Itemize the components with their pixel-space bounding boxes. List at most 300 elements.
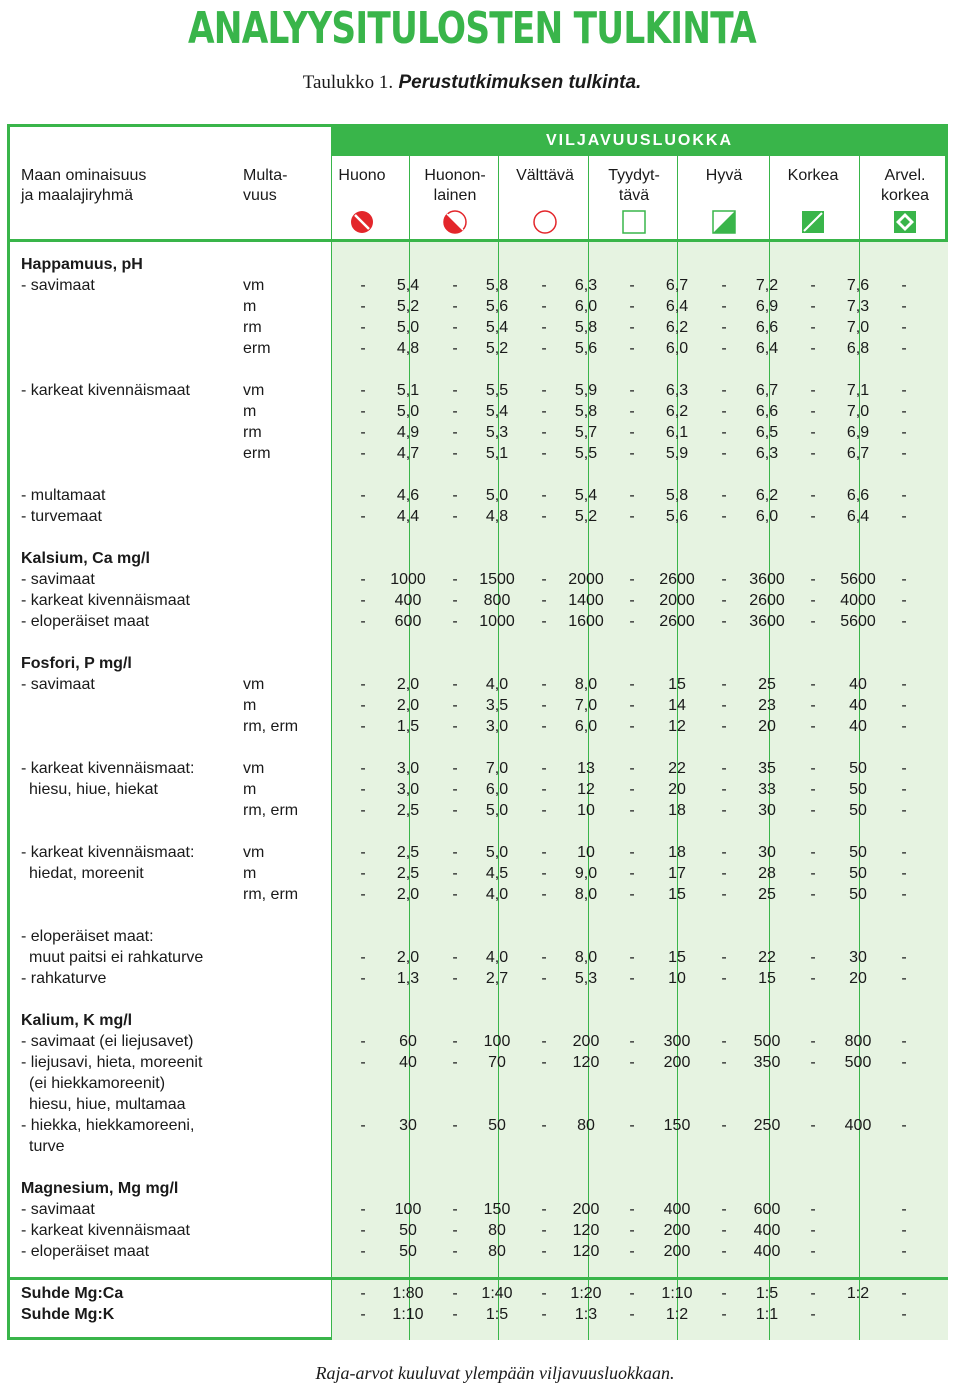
threshold-value: 7,1 (846, 382, 870, 399)
range-dash: - (810, 1033, 816, 1050)
range-dash: - (721, 508, 727, 525)
ratio-divider (7, 1277, 948, 1280)
threshold-value: 150 (663, 1117, 691, 1134)
range-dash: - (360, 676, 366, 693)
range-dash: - (452, 865, 458, 882)
range-dash: - (721, 760, 727, 777)
range-dash: - (360, 1285, 366, 1302)
threshold-value: 6,6 (755, 319, 779, 336)
threshold-value: 1:5 (485, 1306, 509, 1323)
range-dash: - (541, 1285, 547, 1302)
section-heading: Kalsium, Ca mg/l (21, 550, 150, 567)
range-dash: - (721, 697, 727, 714)
threshold-value: 7,0 (485, 760, 509, 777)
range-dash: - (810, 781, 816, 798)
threshold-value: 5,8 (574, 403, 598, 420)
threshold-value: 7,6 (846, 277, 870, 294)
threshold-value: 2,0 (396, 886, 420, 903)
range-dash: - (810, 508, 816, 525)
range-dash: - (901, 445, 907, 462)
range-dash: - (629, 487, 635, 504)
range-dash: - (629, 319, 635, 336)
spacer-row (0, 359, 960, 380)
spacer-row (0, 527, 960, 548)
row-label: - savimaat (21, 676, 95, 693)
table-row (0, 296, 960, 317)
threshold-value: 5,1 (485, 445, 509, 462)
range-dash: - (721, 1243, 727, 1260)
range-dash: - (901, 886, 907, 903)
threshold-value: 23 (758, 697, 776, 714)
threshold-value: 1:40 (481, 1285, 513, 1302)
range-dash: - (901, 676, 907, 693)
threshold-value: 1600 (568, 613, 604, 630)
range-dash: - (901, 382, 907, 399)
threshold-value: 6,2 (755, 487, 779, 504)
range-dash: - (360, 424, 366, 441)
threshold-value: 50 (849, 802, 867, 819)
table-row (0, 506, 960, 527)
table-row (0, 275, 960, 296)
range-dash: - (629, 508, 635, 525)
range-dash: - (360, 1243, 366, 1260)
range-dash: - (360, 571, 366, 588)
threshold-value: 6,7 (846, 445, 870, 462)
threshold-value: 22 (758, 949, 776, 966)
range-dash: - (810, 1054, 816, 1071)
threshold-value: 50 (849, 886, 867, 903)
range-dash: - (721, 277, 727, 294)
table-row (0, 968, 960, 989)
row-label: - savimaat (21, 277, 95, 294)
threshold-value: 3,0 (396, 781, 420, 798)
table-row (0, 1094, 960, 1115)
range-dash: - (901, 1054, 907, 1071)
threshold-value: 2,7 (485, 970, 509, 987)
threshold-value: 10 (577, 844, 595, 861)
range-dash: - (541, 760, 547, 777)
range-dash: - (360, 865, 366, 882)
range-dash: - (360, 718, 366, 735)
threshold-value: 7,0 (846, 403, 870, 420)
threshold-value: 2,0 (396, 676, 420, 693)
range-dash: - (810, 844, 816, 861)
red-circle-slash-icon (350, 210, 374, 234)
threshold-value: 800 (483, 592, 511, 609)
range-dash: - (541, 298, 547, 315)
threshold-value: 1400 (568, 592, 604, 609)
range-dash: - (541, 340, 547, 357)
threshold-value: 200 (663, 1054, 691, 1071)
row-label: muut paitsi ei rahkaturve (29, 949, 204, 966)
threshold-value: 17 (668, 865, 686, 882)
range-dash: - (629, 886, 635, 903)
threshold-value: 40 (849, 697, 867, 714)
range-dash: - (721, 1117, 727, 1134)
range-dash: - (452, 1285, 458, 1302)
spacer-row (0, 632, 960, 653)
threshold-value: 2000 (659, 592, 695, 609)
spacer-row (0, 821, 960, 842)
threshold-value: 4,9 (396, 424, 420, 441)
range-dash: - (360, 844, 366, 861)
range-dash: - (541, 445, 547, 462)
threshold-value: 120 (572, 1243, 600, 1260)
table-row (0, 926, 960, 947)
range-dash: - (360, 1117, 366, 1134)
range-dash: - (721, 487, 727, 504)
threshold-value: 200 (663, 1222, 691, 1239)
threshold-value: 7,2 (755, 277, 779, 294)
range-dash: - (629, 1222, 635, 1239)
range-dash: - (810, 676, 816, 693)
range-dash: - (541, 865, 547, 882)
table-row (0, 1304, 960, 1325)
row-label: - karkeat kivennäismaat (21, 592, 190, 609)
range-dash: - (629, 970, 635, 987)
range-dash: - (901, 592, 907, 609)
range-dash: - (629, 298, 635, 315)
section-heading: Kalium, K mg/l (21, 1012, 133, 1029)
range-dash: - (452, 970, 458, 987)
range-dash: - (541, 781, 547, 798)
section-heading: Happamuus, pH (21, 256, 143, 273)
threshold-value: 80 (577, 1117, 595, 1134)
threshold-value: 12 (577, 781, 595, 798)
range-dash: - (541, 886, 547, 903)
humus-class: m (243, 403, 257, 420)
range-dash: - (541, 592, 547, 609)
range-dash: - (452, 613, 458, 630)
range-dash: - (360, 970, 366, 987)
range-dash: - (629, 424, 635, 441)
row-label: - eloperäiset maat: (21, 928, 154, 945)
threshold-value: 6,0 (665, 340, 689, 357)
table-caption (0, 70, 944, 96)
range-dash: - (360, 1306, 366, 1323)
class-header-label: Korkea (787, 167, 839, 184)
range-dash: - (360, 277, 366, 294)
humus-class: rm, erm (243, 886, 299, 903)
threshold-value: 400 (753, 1222, 781, 1239)
range-dash: - (629, 1201, 635, 1218)
threshold-value: 1,5 (396, 718, 420, 735)
range-dash: - (901, 844, 907, 861)
threshold-value: 25 (758, 676, 776, 693)
range-dash: - (721, 613, 727, 630)
range-dash: - (721, 424, 727, 441)
range-dash: - (541, 970, 547, 987)
range-dash: - (629, 1285, 635, 1302)
spacer-row (0, 737, 960, 758)
threshold-value: 7,0 (574, 697, 598, 714)
threshold-value: 1:20 (570, 1285, 602, 1302)
class-header-label: Huonon- lainen (424, 167, 486, 204)
range-dash: - (541, 424, 547, 441)
threshold-value: 1,3 (396, 970, 420, 987)
range-dash: - (810, 382, 816, 399)
threshold-value: 1:2 (665, 1306, 689, 1323)
range-dash: - (629, 697, 635, 714)
range-dash: - (901, 277, 907, 294)
range-dash: - (901, 487, 907, 504)
range-dash: - (360, 1222, 366, 1239)
page-title: ANALYYSITULOSTEN TULKINTA (188, 3, 756, 54)
range-dash: - (360, 760, 366, 777)
threshold-value: 6,9 (755, 298, 779, 315)
threshold-value: 5,8 (665, 487, 689, 504)
range-dash: - (721, 1201, 727, 1218)
threshold-value: 15 (758, 970, 776, 987)
range-dash: - (901, 781, 907, 798)
threshold-value: 4,5 (485, 865, 509, 882)
threshold-value: 1:2 (846, 1285, 870, 1302)
threshold-value: 50 (399, 1222, 417, 1239)
threshold-value: 5,3 (574, 970, 598, 987)
range-dash: - (810, 970, 816, 987)
table-row (0, 863, 960, 884)
threshold-value: 4,0 (485, 676, 509, 693)
threshold-value: 6,0 (574, 298, 598, 315)
range-dash: - (629, 571, 635, 588)
range-dash: - (721, 718, 727, 735)
threshold-value: 800 (844, 1033, 872, 1050)
threshold-value: 70 (488, 1054, 506, 1071)
range-dash: - (452, 424, 458, 441)
threshold-value: 400 (844, 1117, 872, 1134)
table-row (0, 380, 960, 401)
range-dash: - (901, 340, 907, 357)
threshold-value: 5,5 (574, 445, 598, 462)
range-dash: - (629, 949, 635, 966)
table-row (0, 443, 960, 464)
range-dash: - (721, 676, 727, 693)
table-row (0, 422, 960, 443)
threshold-value: 5,9 (665, 445, 689, 462)
threshold-value: 33 (758, 781, 776, 798)
range-dash: - (541, 319, 547, 336)
threshold-value: 5,6 (665, 508, 689, 525)
range-dash: - (629, 1117, 635, 1134)
threshold-value: 4,8 (396, 340, 420, 357)
range-dash: - (452, 1201, 458, 1218)
range-dash: - (360, 319, 366, 336)
range-dash: - (721, 1054, 727, 1071)
range-dash: - (629, 1033, 635, 1050)
threshold-value: 9,0 (574, 865, 598, 882)
threshold-value: 50 (399, 1243, 417, 1260)
range-dash: - (452, 1222, 458, 1239)
row-label: - multamaat (21, 487, 106, 504)
threshold-value: 2600 (659, 613, 695, 630)
threshold-value: 7,3 (846, 298, 870, 315)
range-dash: - (901, 949, 907, 966)
threshold-value: 500 (844, 1054, 872, 1071)
threshold-value: 7,0 (846, 319, 870, 336)
row-label: - eloperäiset maat (21, 1243, 150, 1260)
range-dash: - (629, 1054, 635, 1071)
range-dash: - (901, 865, 907, 882)
row-label: - karkeat kivennäismaat: (21, 760, 195, 777)
table-row (0, 1115, 960, 1136)
threshold-value: 400 (394, 592, 422, 609)
row-label: - karkeat kivennäismaat (21, 382, 190, 399)
threshold-value: 30 (849, 949, 867, 966)
range-dash: - (721, 298, 727, 315)
threshold-value: 4,7 (396, 445, 420, 462)
threshold-value: 14 (668, 697, 686, 714)
threshold-value: 1000 (390, 571, 426, 588)
range-dash: - (360, 781, 366, 798)
range-dash: - (541, 487, 547, 504)
table-row (0, 674, 960, 695)
threshold-value: 400 (753, 1243, 781, 1260)
humus-class: rm (243, 424, 262, 441)
table-row (0, 653, 960, 674)
threshold-value: 5,0 (396, 403, 420, 420)
spacer-row (0, 464, 960, 485)
humus-class: rm, erm (243, 802, 299, 819)
range-dash: - (721, 802, 727, 819)
range-dash: - (452, 718, 458, 735)
row-label: - savimaat (21, 571, 95, 588)
threshold-value: 6,7 (665, 277, 689, 294)
threshold-value: 2600 (659, 571, 695, 588)
range-dash: - (360, 613, 366, 630)
range-dash: - (810, 340, 816, 357)
range-dash: - (721, 970, 727, 987)
humus-class: m (243, 865, 257, 882)
threshold-value: 15 (668, 949, 686, 966)
threshold-value: 120 (572, 1054, 600, 1071)
range-dash: - (360, 949, 366, 966)
range-dash: - (721, 886, 727, 903)
table-number: Taulukko 1. (302, 72, 394, 93)
range-dash: - (360, 382, 366, 399)
threshold-value: 8,0 (574, 676, 598, 693)
table-row (0, 1283, 960, 1304)
table-row (0, 1052, 960, 1073)
humus-class: erm (243, 340, 271, 357)
range-dash: - (901, 1285, 907, 1302)
range-dash: - (810, 760, 816, 777)
humus-class: m (243, 697, 257, 714)
class-header-label: Huono (338, 167, 386, 184)
table-row (0, 1178, 960, 1199)
green-square-diamond-icon (893, 210, 917, 234)
range-dash: - (810, 1222, 816, 1239)
threshold-value: 4000 (840, 592, 876, 609)
threshold-value: 6,6 (755, 403, 779, 420)
table-row (0, 317, 960, 338)
threshold-value: 6,3 (665, 382, 689, 399)
threshold-value: 10 (577, 802, 595, 819)
range-dash: - (360, 802, 366, 819)
range-dash: - (901, 802, 907, 819)
threshold-value: 6,0 (485, 781, 509, 798)
table-row (0, 758, 960, 779)
table-row (0, 779, 960, 800)
range-dash: - (810, 865, 816, 882)
range-dash: - (629, 340, 635, 357)
threshold-value: 5,4 (574, 487, 598, 504)
range-dash: - (901, 613, 907, 630)
humus-column-header: Multa- vuus (243, 167, 288, 204)
humus-class: vm (243, 676, 265, 693)
threshold-value: 5,8 (485, 277, 509, 294)
range-dash: - (452, 949, 458, 966)
threshold-value: 2,0 (396, 697, 420, 714)
threshold-value: 500 (753, 1033, 781, 1050)
range-dash: - (452, 676, 458, 693)
table-row (0, 401, 960, 422)
range-dash: - (901, 403, 907, 420)
table-row (0, 548, 960, 569)
threshold-value: 50 (488, 1117, 506, 1134)
range-dash: - (901, 1306, 907, 1323)
range-dash: - (452, 1117, 458, 1134)
threshold-value: 25 (758, 886, 776, 903)
threshold-value: 50 (849, 844, 867, 861)
range-dash: - (452, 886, 458, 903)
range-dash: - (901, 298, 907, 315)
threshold-value: 6,9 (846, 424, 870, 441)
range-dash: - (360, 487, 366, 504)
threshold-value: 50 (849, 865, 867, 882)
range-dash: - (901, 1222, 907, 1239)
range-dash: - (901, 1033, 907, 1050)
humus-class: erm (243, 445, 271, 462)
range-dash: - (452, 445, 458, 462)
range-dash: - (629, 802, 635, 819)
threshold-value: 4,4 (396, 508, 420, 525)
threshold-value: 5,2 (396, 298, 420, 315)
threshold-value: 4,6 (396, 487, 420, 504)
threshold-value: 5600 (840, 613, 876, 630)
range-dash: - (452, 487, 458, 504)
threshold-value: 5,2 (485, 340, 509, 357)
range-dash: - (810, 802, 816, 819)
range-dash: - (360, 592, 366, 609)
threshold-value: 28 (758, 865, 776, 882)
range-dash: - (901, 760, 907, 777)
range-dash: - (810, 886, 816, 903)
threshold-value: 5,0 (485, 487, 509, 504)
threshold-value: 6,3 (574, 277, 598, 294)
threshold-value: 5,2 (574, 508, 598, 525)
half-red-circle-icon (443, 210, 467, 234)
table-row (0, 1241, 960, 1262)
threshold-value: 150 (483, 1201, 511, 1218)
range-dash: - (629, 781, 635, 798)
row-label: hiesu, hiue, hiekat (29, 781, 158, 798)
range-dash: - (901, 1117, 907, 1134)
threshold-value: 8,0 (574, 949, 598, 966)
threshold-value: 5,6 (485, 298, 509, 315)
range-dash: - (541, 697, 547, 714)
table-row (0, 590, 960, 611)
threshold-value: 3,0 (485, 718, 509, 735)
spacer-row (0, 905, 960, 926)
threshold-value: 600 (753, 1201, 781, 1218)
threshold-value: 5,6 (574, 340, 598, 357)
range-dash: - (721, 1222, 727, 1239)
range-dash: - (541, 1054, 547, 1071)
class-header-label: Arvel. korkea (880, 167, 930, 204)
red-outline-circle-icon (533, 210, 557, 234)
row-label: - liejusavi, hieta, moreenit (21, 1054, 203, 1071)
range-dash: - (629, 277, 635, 294)
